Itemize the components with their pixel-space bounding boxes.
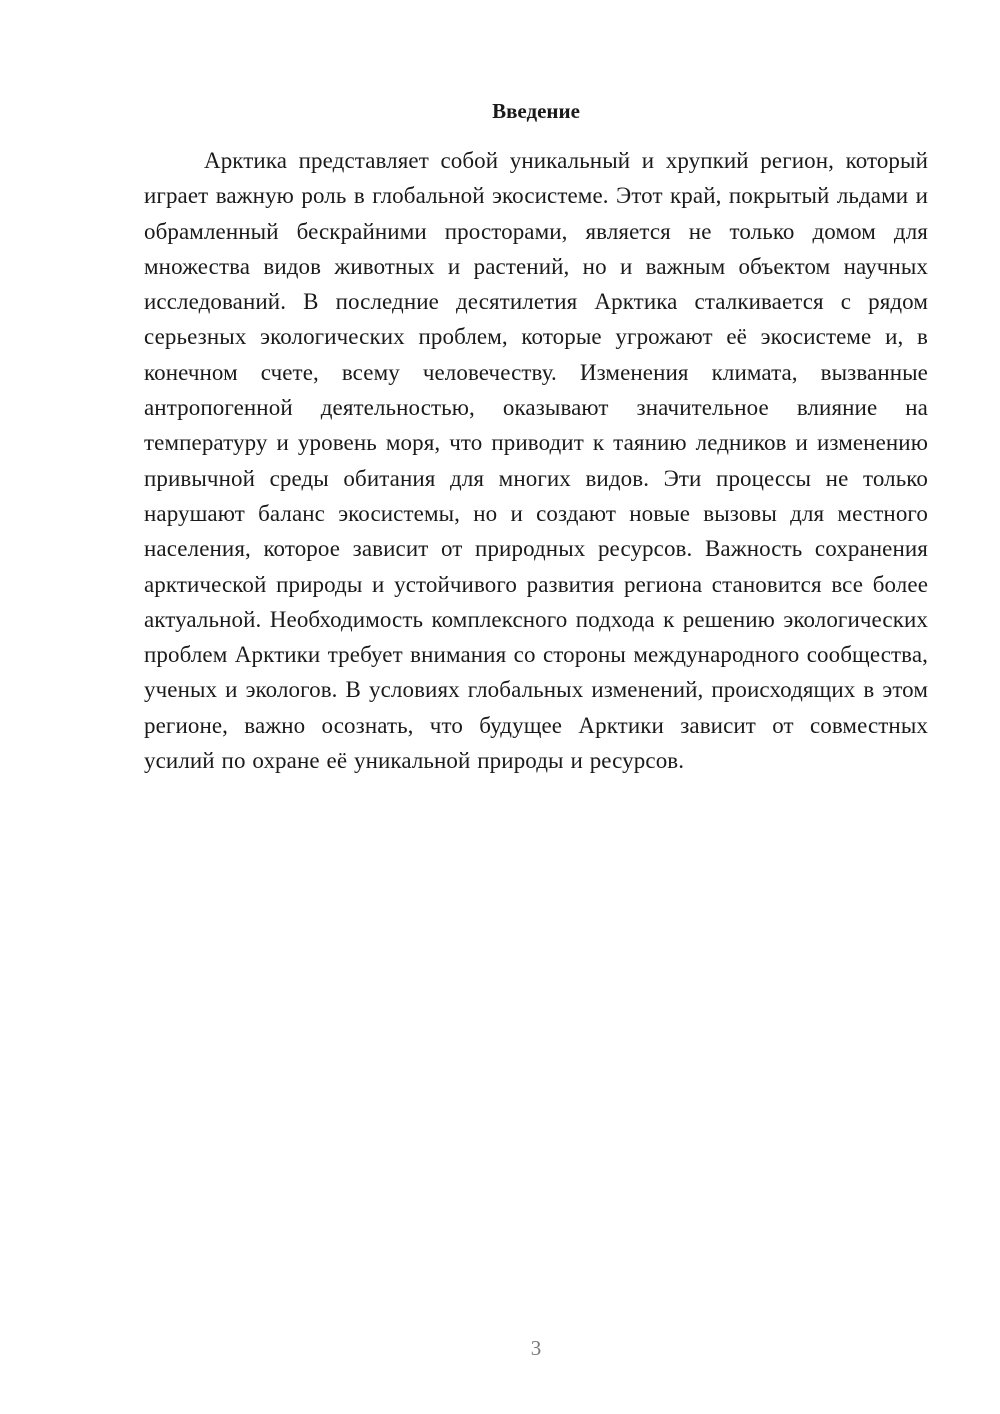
page-number: 3 [530, 1336, 542, 1360]
body-paragraph: Арктика представляет собой уникальный и хрупкий регион, который играет важную роль в глобальной экосистеме. Этот край, покрытый льдами и обрамленный бескрайними просторами, является не только домом для множества видов животных и растений, но и важным объектом научных исследований. В последние десятилетия Арктика сталкивается с рядом серьезных экологических проблем, которые угрожают её экосистеме и, в конечном счете, всему человечеству. Изменения климата, вызванные антропогенной деятельностью, оказывают значительное влияние на температуру и уровень моря, что приводит к таянию ледников и изменению привычной среды обитания для многих видов. Эти процессы не только нарушают баланс экосистемы, но и создают новые вызовы для местного населения, которое зависит от природных ресурсов. Важность сохранения арктической природы и устойчивого развития региона становится все более актуальной. Необходимость комплексного подхода к решению экологических проблем Арктики требует внимания со стороны международного сообщества, ученых и экологов. В условиях глобальных изменений, происходящих в этом регионе, важно осознать, что будущее Арктики зависит от совместных усилий по охране её уникальной природы и ресурсов. [144, 148, 928, 774]
section-title: Введение [492, 99, 580, 123]
